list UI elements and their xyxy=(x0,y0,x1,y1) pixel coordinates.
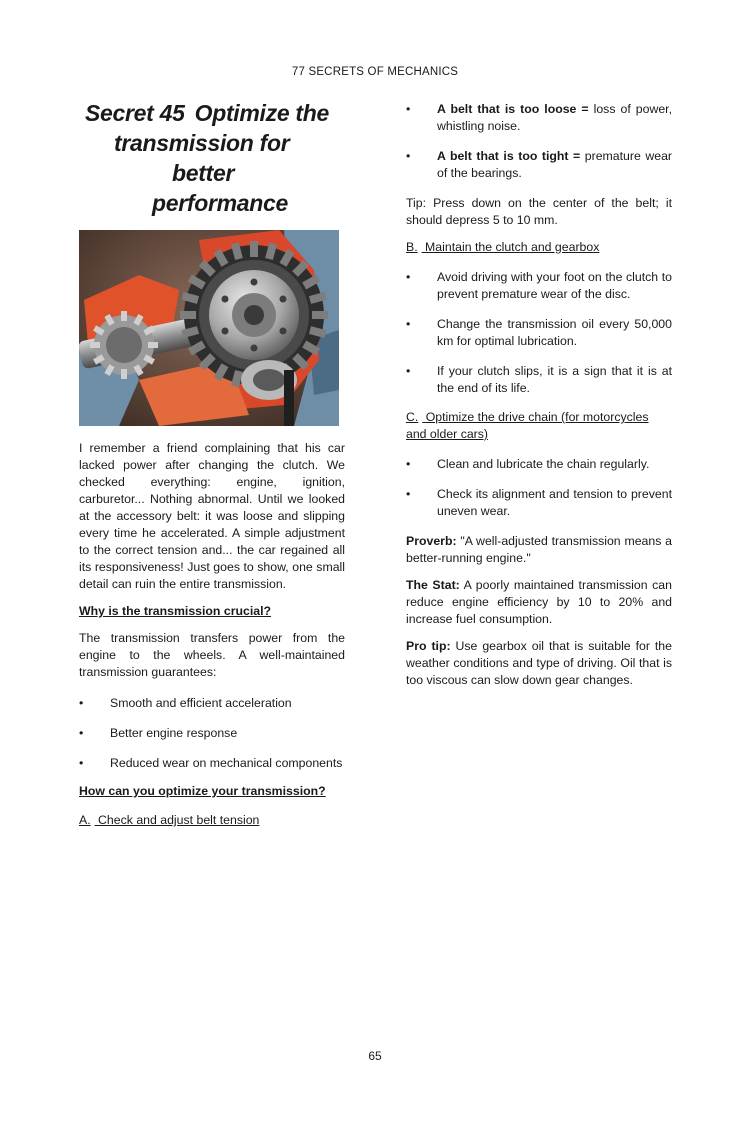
bullet-icon: • xyxy=(406,270,411,284)
title-line-1: Optimize the xyxy=(194,100,330,126)
left-column xyxy=(79,98,345,842)
how-heading: How can you optimize your transmission? xyxy=(79,784,326,798)
section-a-letter: A. xyxy=(79,813,91,827)
gearbox-photo xyxy=(79,230,339,426)
list-item: • Clean and lubricate the chain regularly. xyxy=(406,457,650,471)
title-line-2: transmission for xyxy=(114,130,290,156)
section-b-heading xyxy=(406,239,672,256)
section-b-title: Maintain the clutch and gearbox xyxy=(425,240,600,254)
list-item: • Better engine response xyxy=(79,726,238,740)
bullet-icon: • xyxy=(406,364,411,378)
bullet-icon: • xyxy=(79,726,84,740)
protip-paragraph: Pro tip: Use gearbox oil that is suitable for the weather conditions and type of driving. Oil that is too viscous can slow down gear changes. xyxy=(406,639,672,687)
section-c-title: Optimize the drive chain (for motorcycles and older cars) xyxy=(406,410,649,441)
belt-list xyxy=(406,101,672,182)
list-item: • Change the transmission oil every 50,000 km for optimal lubrication. xyxy=(406,317,672,348)
page-number: 65 xyxy=(368,1049,382,1063)
list-item: • Smooth and efficient acceleration xyxy=(79,696,292,710)
list-item: • Avoid driving with your foot on the clutch to prevent premature wear of the disc. xyxy=(406,270,672,301)
why-heading: Why is the transmission crucial? xyxy=(79,604,272,618)
bullet-icon: • xyxy=(406,149,411,163)
stat-paragraph: The Stat: A poorly maintained transmission can reduce engine efficiency by 10 to 20% and increase fuel consumption. xyxy=(406,578,672,626)
section-c-heading xyxy=(406,409,672,443)
clutch-list xyxy=(406,269,672,397)
list-item: • If your clutch slips, it is a sign that it is at the end of its life. xyxy=(406,364,672,395)
why-paragraph: The transmission transfers power from the engine to the wheels. A well-maintained transmission guarantees: xyxy=(79,631,345,679)
proverb-paragraph: Proverb: "A well-adjusted transmission means a better-running engine." xyxy=(406,534,672,565)
benefits-list xyxy=(79,695,345,772)
bullet-icon: • xyxy=(406,487,411,501)
right-column xyxy=(406,101,672,699)
list-item: • Check its alignment and tension to prevent uneven wear. xyxy=(406,487,672,518)
bullet-icon: • xyxy=(79,696,84,710)
section-c-letter: C. xyxy=(406,410,419,424)
section-a-title: Check and adjust belt tension xyxy=(98,813,260,827)
running-header: 77 SECRETS OF MECHANICS xyxy=(291,66,459,78)
secret-number: Secret 45 xyxy=(85,100,185,126)
intro-paragraph: I remember a friend complaining that his car lacked power after changing the clutch. We checked everything: engine, ignition, carburetor... Nothing abnormal. Until we looked at the accessory belt: it was loose and slipping every time he accelerated. A simple adjustment to the correct tension and... the car regained all its responsiveness! Just goes to show, one small detail can ruin the entire transmission. xyxy=(79,441,345,591)
list-item: • A belt that is too tight = premature wear of the bearings. xyxy=(406,149,673,180)
bullet-icon: • xyxy=(406,102,411,116)
bullet-icon: • xyxy=(406,457,411,471)
chain-list xyxy=(406,456,672,520)
secret-title xyxy=(79,98,345,218)
section-b-letter: B. xyxy=(406,240,418,254)
tip-paragraph: Tip: Press down on the center of the belt; it should depress 5 to 10 mm. xyxy=(406,196,672,227)
title-line-3: better xyxy=(172,160,235,186)
list-item: • A belt that is too loose = loss of power, whistling noise. xyxy=(406,102,672,133)
section-a-heading xyxy=(79,812,345,829)
bullet-icon: • xyxy=(79,756,84,770)
list-item: • Reduced wear on mechanical components xyxy=(79,756,343,770)
gearbox-illustration xyxy=(79,230,339,426)
title-line-4: performance xyxy=(152,190,289,216)
bullet-icon: • xyxy=(406,317,411,331)
